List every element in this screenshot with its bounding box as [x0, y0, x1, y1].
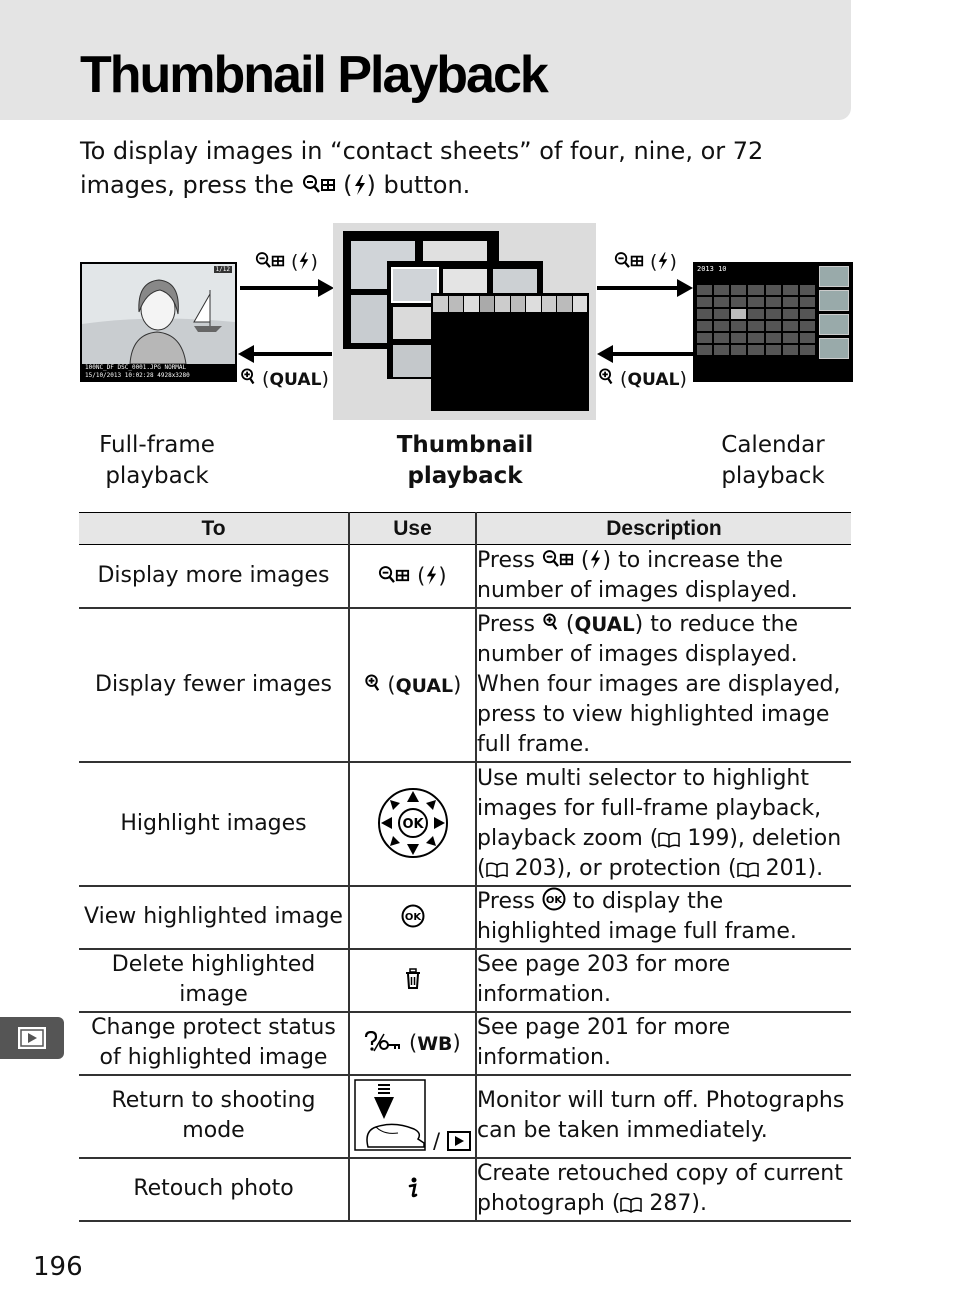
- info-i-icon: [406, 1176, 420, 1200]
- photo-info-line2: 15/10/2013 10:02:28 4928x3280: [85, 372, 190, 379]
- ok-button-icon: [542, 887, 566, 911]
- flash-icon: [589, 549, 602, 570]
- row-control: [349, 1075, 476, 1158]
- calendar-monitor: [693, 262, 853, 382]
- multi-selector-icon: [377, 787, 449, 859]
- paren-close: ): [669, 251, 677, 273]
- playback-icon: [447, 1131, 471, 1151]
- book-ref-icon: [737, 862, 759, 878]
- paren-open: (: [256, 368, 270, 390]
- arrow-to-calendar: [597, 286, 679, 290]
- paren-close: ): [310, 251, 318, 273]
- row-control: [349, 886, 476, 949]
- zoom-in-arrow-label-right: [598, 368, 687, 391]
- playback-diagram: [0, 215, 954, 505]
- paren-close: ): [452, 1031, 461, 1055]
- column-header-use: Use: [349, 513, 476, 545]
- svg-text:OK: OK: [404, 912, 421, 923]
- flash-icon: [353, 174, 367, 196]
- paren-open: (: [644, 251, 658, 273]
- row-control: [349, 762, 476, 886]
- thumbnail-zoom-out-icon: [614, 251, 644, 271]
- description-text: Use multi selector to highlight images for full-frame playback, playback zoom (: [477, 765, 822, 851]
- thumbnail-screen-72: [431, 293, 589, 411]
- row-action: Display more images: [79, 545, 349, 608]
- zoom-out-arrow-label-left: [255, 251, 318, 273]
- row-control: [349, 608, 476, 762]
- table-header-row: [79, 513, 851, 545]
- page-title: Thumbnail Playback: [80, 46, 547, 104]
- svg-text:OK: OK: [401, 816, 424, 832]
- intro-paragraph: [80, 134, 850, 202]
- intro-paren-close: ) button.: [366, 171, 471, 199]
- label-full-frame: Full-frame playback: [99, 432, 215, 489]
- row-action: Retouch photo: [79, 1158, 349, 1221]
- playback-icon: [17, 1026, 47, 1050]
- full-frame-monitor: [80, 262, 237, 382]
- paren-open: (: [573, 547, 590, 573]
- paren-open: (: [558, 611, 575, 637]
- description-text: to increase the number of images displayed.: [477, 547, 798, 603]
- paren-open: (: [614, 368, 628, 390]
- column-header-description: Description: [476, 513, 851, 545]
- description-text: ) to reduce the number of images displayed. When four images are displayed, press to view highlighted image full frame.: [477, 611, 841, 757]
- paren-open: (: [402, 1031, 418, 1055]
- row-action: Highlight images: [79, 762, 349, 886]
- row-description: Monitor will turn off. Photographs can be taken immediately.: [476, 1075, 851, 1158]
- label-calendar: Calendar playback: [721, 432, 825, 489]
- paren-close: ): [321, 368, 329, 390]
- page-number: 196: [33, 1252, 83, 1282]
- thumbnail-zoom-out-icon: [542, 549, 574, 570]
- frame-counter: 1/12: [215, 266, 230, 273]
- paren-close: ): [453, 672, 462, 697]
- paren-open: (: [410, 563, 426, 588]
- table-row: [79, 762, 851, 886]
- table-row: [79, 886, 851, 949]
- zoom-in-icon: [364, 674, 381, 695]
- table-row: [79, 545, 851, 608]
- trash-icon: [404, 968, 422, 990]
- qual-label: QUAL: [627, 370, 680, 390]
- table-row: [79, 1158, 851, 1221]
- row-description: [476, 608, 851, 762]
- slash: /: [426, 1129, 447, 1153]
- calendar-grid: [697, 285, 815, 355]
- book-ref-icon: [486, 862, 508, 878]
- photo-info-bar: [82, 364, 235, 380]
- paren-close: ): [602, 547, 612, 573]
- flash-icon: [425, 565, 438, 586]
- thumbnail-zoom-out-icon: [255, 251, 285, 271]
- row-description: [476, 886, 851, 949]
- paren-open: (: [285, 251, 299, 273]
- row-description: See page 201 for more information.: [476, 1012, 851, 1075]
- zoom-out-arrow-label-right: [614, 251, 677, 273]
- thumbnail-zoom-out-icon: [378, 565, 410, 586]
- intro-paren-open: (: [335, 171, 353, 199]
- qual-label: QUAL: [269, 370, 322, 390]
- row-description: [476, 1158, 851, 1221]
- label-thumbnail: Thumbnail playback: [396, 432, 534, 489]
- paren-open: (: [380, 672, 396, 697]
- description-text: 287).: [642, 1191, 707, 1216]
- table-row: [79, 949, 851, 1012]
- row-action: View highlighted image: [79, 886, 349, 949]
- thumbnail-zoom-out-icon: [302, 174, 336, 196]
- row-action: Display fewer images: [79, 608, 349, 762]
- description-text: 199), deletion (: [477, 825, 842, 881]
- row-description: See page 203 for more information.: [476, 949, 851, 1012]
- ok-button-icon: [401, 904, 425, 928]
- book-ref-icon: [658, 832, 680, 848]
- arrow-to-thumbnail-from-calendar: [611, 352, 693, 356]
- portrait-illustration: [82, 264, 235, 364]
- qual-label: QUAL: [395, 674, 454, 697]
- description-text: to display the highlighted image full frame.: [477, 889, 797, 944]
- svg-text:OK: OK: [545, 895, 563, 906]
- qual-label: QUAL: [574, 612, 635, 636]
- paren-close: ): [679, 368, 687, 390]
- description-text: Press: [477, 611, 535, 637]
- row-action: Return to shooting mode: [79, 1075, 349, 1158]
- table-row: [79, 1075, 851, 1158]
- table-row: [79, 608, 851, 762]
- description-text: Create retouched copy of current photograph (: [477, 1161, 843, 1216]
- intro-text: To display images in “contact sheets” of four, nine, or 72 images, press the: [80, 137, 764, 199]
- playback-section-tab: [0, 1017, 64, 1059]
- flash-icon: [298, 251, 310, 271]
- row-control: [349, 949, 476, 1012]
- calendar-thumbnail-list: [819, 266, 849, 359]
- arrow-to-full-frame: [252, 352, 332, 356]
- zoom-in-icon: [598, 368, 614, 388]
- shutter-release-icon: [354, 1079, 426, 1151]
- table-row: [79, 1012, 851, 1075]
- row-description: [476, 545, 851, 608]
- book-ref-icon: [620, 1197, 642, 1213]
- description-text: Press: [477, 889, 535, 914]
- zoom-in-icon: [240, 368, 256, 388]
- column-header-to: To: [79, 513, 349, 545]
- help-protect-icon: [364, 1031, 402, 1053]
- row-description: [476, 762, 851, 886]
- row-control: [349, 1158, 476, 1221]
- description-text: 201).: [758, 855, 824, 881]
- row-action: Delete highlighted image: [79, 949, 349, 1012]
- wb-label: WB: [417, 1033, 453, 1055]
- row-control: [349, 545, 476, 608]
- flash-icon: [657, 251, 669, 271]
- paren-close: ): [438, 563, 447, 588]
- description-text: 203), or protection (: [507, 855, 737, 881]
- description-text: Press: [477, 547, 535, 573]
- row-control: [349, 1012, 476, 1075]
- zoom-in-icon: [542, 613, 559, 634]
- zoom-in-arrow-label-left: [240, 368, 329, 391]
- operations-table: [79, 512, 851, 1222]
- arrow-to-thumbnail: [240, 286, 320, 290]
- row-action: Change protect status of highlighted image: [79, 1012, 349, 1075]
- calendar-month: 2013 10: [697, 265, 727, 273]
- photo-info-line1: 100NC_DF DSC_0001.JPG NORMAL: [85, 364, 187, 371]
